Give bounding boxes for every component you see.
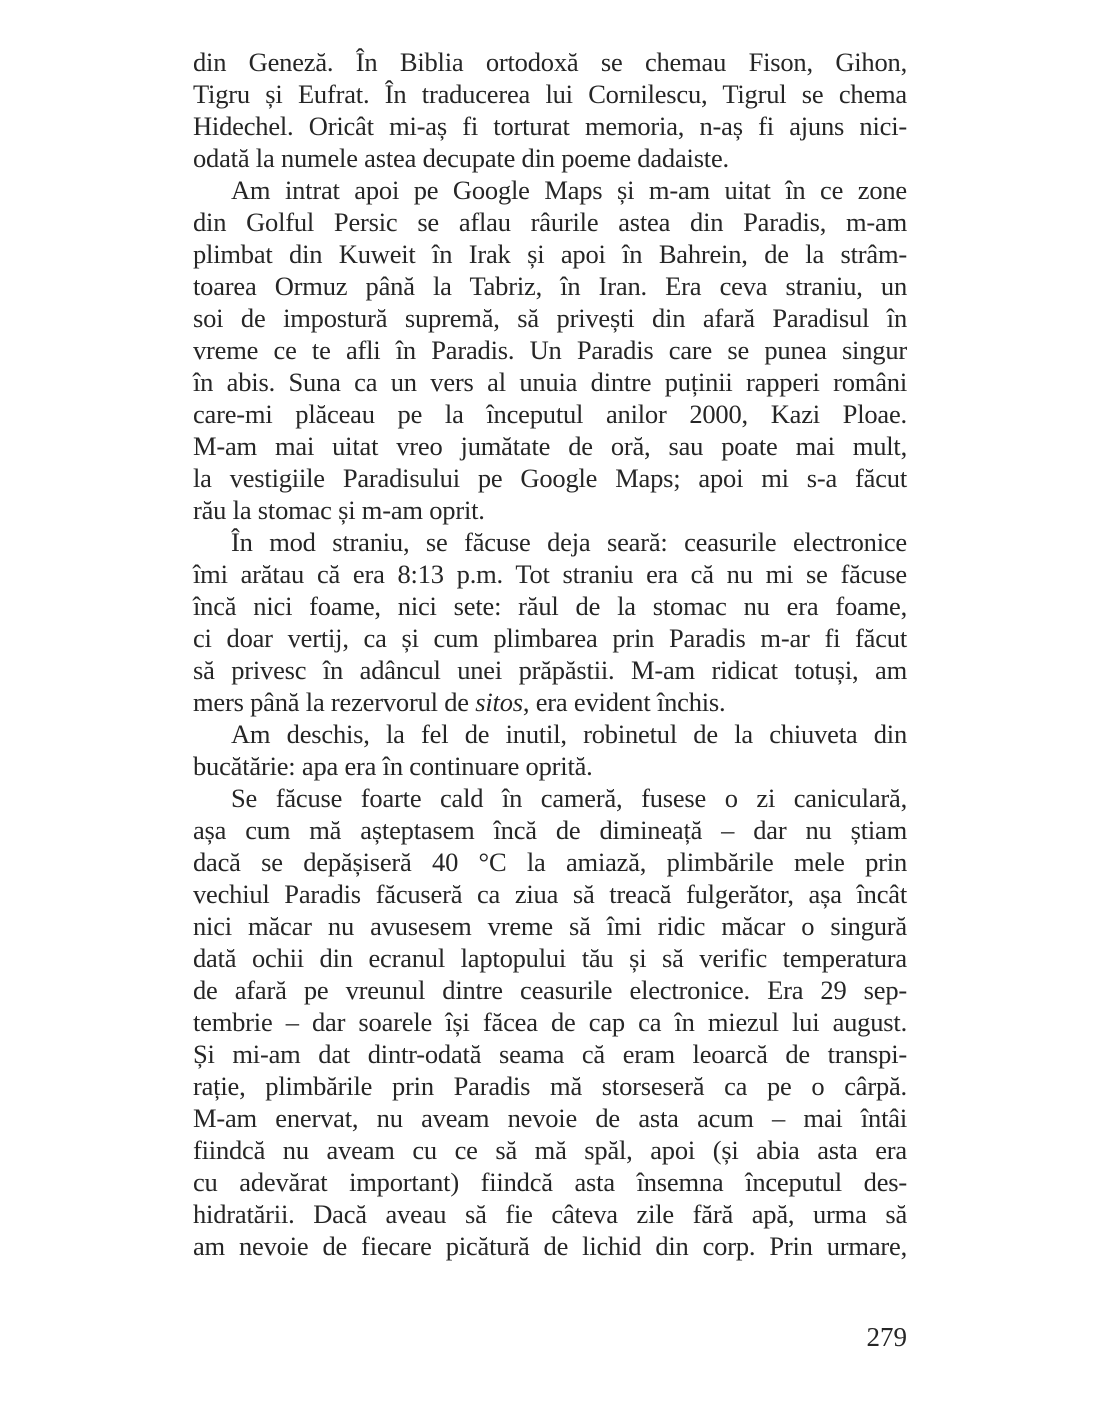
- text-line: [193, 686, 907, 718]
- text-line: Hidechel. Oricât mi-aș fi torturat memoria, n-aș fi ajuns nici-: [193, 111, 907, 141]
- text-line: de afară pe vreunul dintre ceasurile electronice. Era 29 sep-: [193, 975, 907, 1005]
- text-line: tembrie – dar soarele își făcea de cap ca în miezul lui august.: [193, 1007, 907, 1037]
- text-fragment: mers până la rezervorul de: [193, 687, 476, 717]
- text-line: În mod straniu, se făcuse deja seară: ceasurile electronice: [231, 527, 907, 557]
- page-number: 279: [866, 1322, 907, 1352]
- italic-term: sitos: [475, 687, 523, 717]
- text-line: rău la stomac și m-am oprit.: [193, 495, 485, 525]
- text-line: bucătărie: apa era în continuare oprită.: [193, 751, 593, 781]
- text-line: încă nici foame, nici sete: răul de la stomac nu era foame,: [193, 591, 907, 621]
- text-line: M-am enervat, nu aveam nevoie de asta acum – mai întâi: [193, 1103, 907, 1133]
- paragraph: [193, 782, 907, 1262]
- text-line: Am deschis, la fel de inutil, robinetul de la chiuveta din: [231, 719, 907, 749]
- paragraph: [193, 174, 907, 526]
- text-line: toarea Ormuz până la Tabriz, în Iran. Era ceva straniu, un: [193, 271, 907, 301]
- text-line: dacă se depășiseră 40 °C la amiază, plimbările mele prin: [193, 847, 907, 877]
- text-fragment: , era evident închis.: [522, 687, 726, 717]
- text-line: plimbat din Kuweit în Irak și apoi în Bahrein, de la strâm-: [193, 239, 907, 269]
- text-line: vechiul Paradis făcuseră ca ziua să treacă fulgerător, așa încât: [193, 879, 907, 909]
- text-line: care-mi plăceau pe la începutul anilor 2000, Kazi Ploae.: [193, 399, 907, 429]
- text-line: îmi arătau că era 8:13 p.m. Tot straniu era că nu mi se făcuse: [193, 559, 907, 589]
- text-line: vreme ce te afli în Paradis. Un Paradis care se punea singur: [193, 335, 907, 365]
- paragraph: [193, 718, 907, 782]
- text-line: Și mi-am dat dintr-odată seama că eram leoarcă de transpi-: [193, 1039, 907, 1069]
- text-line: Se făcuse foarte cald în cameră, fusese o zi caniculară,: [231, 783, 907, 813]
- text-line: așa cum mă așteptasem încă de dimineață – dar nu știam: [193, 815, 907, 845]
- paragraph: [193, 46, 907, 174]
- text-line: odată la numele astea decupate din poeme dadaiste.: [193, 143, 729, 173]
- text-line: din Geneză. În Biblia ortodoxă se chemau Fison, Gihon,: [193, 47, 907, 77]
- text-line: Tigru și Eufrat. În traducerea lui Cornilescu, Tigrul se chema: [193, 79, 907, 109]
- text-line: hidratării. Dacă aveau să fie câteva zile fără apă, urma să: [193, 1199, 907, 1229]
- text-line: am nevoie de fiecare picătură de lichid din corp. Prin urmare,: [193, 1231, 907, 1261]
- text-column: [193, 46, 907, 1262]
- text-line: Am intrat apoi pe Google Maps și m-am uitat în ce zone: [231, 175, 907, 205]
- text-line: dată ochii din ecranul laptopului tău și să verific temperatura: [193, 943, 907, 973]
- paragraph: [193, 526, 907, 718]
- text-line: în abis. Suna ca un vers al unuia dintre puținii rapperi români: [193, 367, 907, 397]
- text-line: la vestigiile Paradisului pe Google Maps; apoi mi s-a făcut: [193, 463, 907, 493]
- text-line: M-am mai uitat vreo jumătate de oră, sau poate mai mult,: [193, 431, 907, 461]
- text-line: să privesc în adâncul unei prăpăstii. M-am ridicat totuși, am: [193, 655, 907, 685]
- text-line: din Golful Persic se aflau râurile astea din Paradis, m-am: [193, 207, 907, 237]
- text-line: soi de impostură supremă, să privești din afară Paradisul în: [193, 303, 907, 333]
- text-line: rație, plimbările prin Paradis mă storseseră ca pe o cârpă.: [193, 1071, 907, 1101]
- text-line: fiindcă nu aveam cu ce să mă spăl, apoi (și abia asta era: [193, 1135, 907, 1165]
- text-line: ci doar vertij, ca și cum plimbarea prin Paradis m-ar fi făcut: [193, 623, 907, 653]
- text-line: cu adevărat important) fiindcă asta însemna începutul des-: [193, 1167, 907, 1197]
- text-line: nici măcar nu avusesem vreme să îmi ridic măcar o singură: [193, 911, 907, 941]
